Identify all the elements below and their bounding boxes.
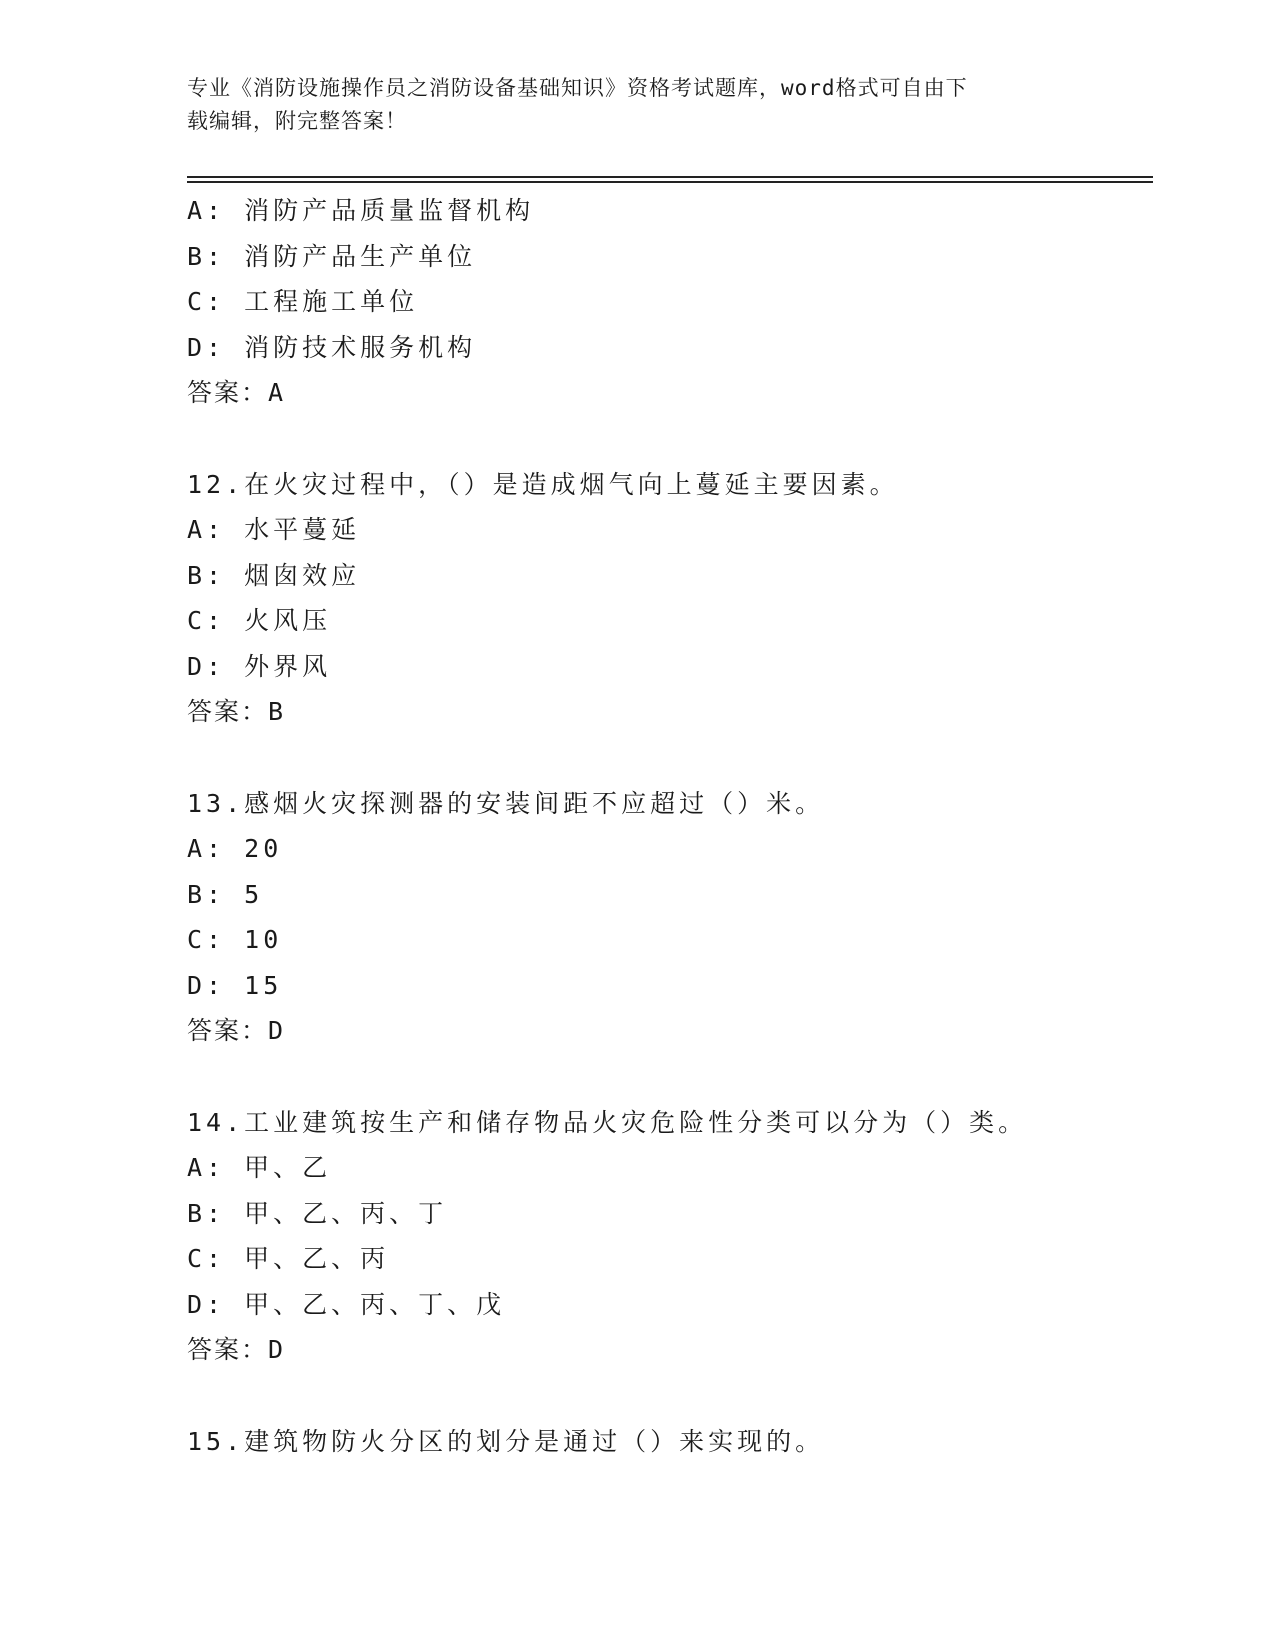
question-13 xyxy=(187,781,1153,1054)
header-divider-bottom xyxy=(187,181,1153,183)
question-11-tail xyxy=(187,188,1153,416)
question-stem: 12.在火灾过程中，（）是造成烟气向上蔓延主要因素。 xyxy=(187,469,899,499)
answer: 答案：B xyxy=(187,697,286,726)
header-line-2: 载编辑，附完整答案！ xyxy=(187,109,407,133)
option-b: B: 甲、乙、丙、丁 xyxy=(187,1198,448,1228)
option-b: B: 烟囱效应 xyxy=(187,560,361,590)
option-a: A: 20 xyxy=(187,834,283,863)
question-12 xyxy=(187,462,1153,735)
option-a: A: 水平蔓延 xyxy=(187,515,361,544)
option-c: C: 火风压 xyxy=(187,606,332,635)
option-c: C: 甲、乙、丙 xyxy=(187,1244,390,1273)
answer: 答案：D xyxy=(187,1016,286,1045)
answer: 答案：A xyxy=(187,378,286,407)
option-a: A: 消防产品质量监督机构 xyxy=(187,196,535,225)
document-header xyxy=(187,72,1067,138)
answer: 答案：D xyxy=(187,1335,286,1364)
question-stem: 15.建筑物防火分区的划分是通过（）来实现的。 xyxy=(187,1426,825,1456)
question-15 xyxy=(187,1419,1153,1465)
option-d: D: 消防技术服务机构 xyxy=(187,332,477,362)
option-a: A: 甲、乙 xyxy=(187,1153,332,1182)
option-c: C: 工程施工单位 xyxy=(187,287,419,316)
question-stem: 13.感烟火灾探测器的安装间距不应超过（）米。 xyxy=(187,788,825,818)
option-d: D: 外界风 xyxy=(187,651,332,681)
question-14 xyxy=(187,1100,1153,1373)
header-line-1: 专业《消防设施操作员之消防设备基础知识》资格考试题库，word格式可自由下 xyxy=(187,76,968,100)
question-list xyxy=(187,188,1153,1464)
question-stem: 14.工业建筑按生产和储存物品火灾危险性分类可以分为（）类。 xyxy=(187,1107,1028,1137)
option-c: C: 10 xyxy=(187,925,283,954)
header-divider-top xyxy=(187,176,1153,178)
option-d: D: 15 xyxy=(187,970,283,1000)
option-b: B: 5 xyxy=(187,879,264,909)
option-b: B: 消防产品生产单位 xyxy=(187,241,477,271)
option-d: D: 甲、乙、丙、丁、戊 xyxy=(187,1289,506,1319)
